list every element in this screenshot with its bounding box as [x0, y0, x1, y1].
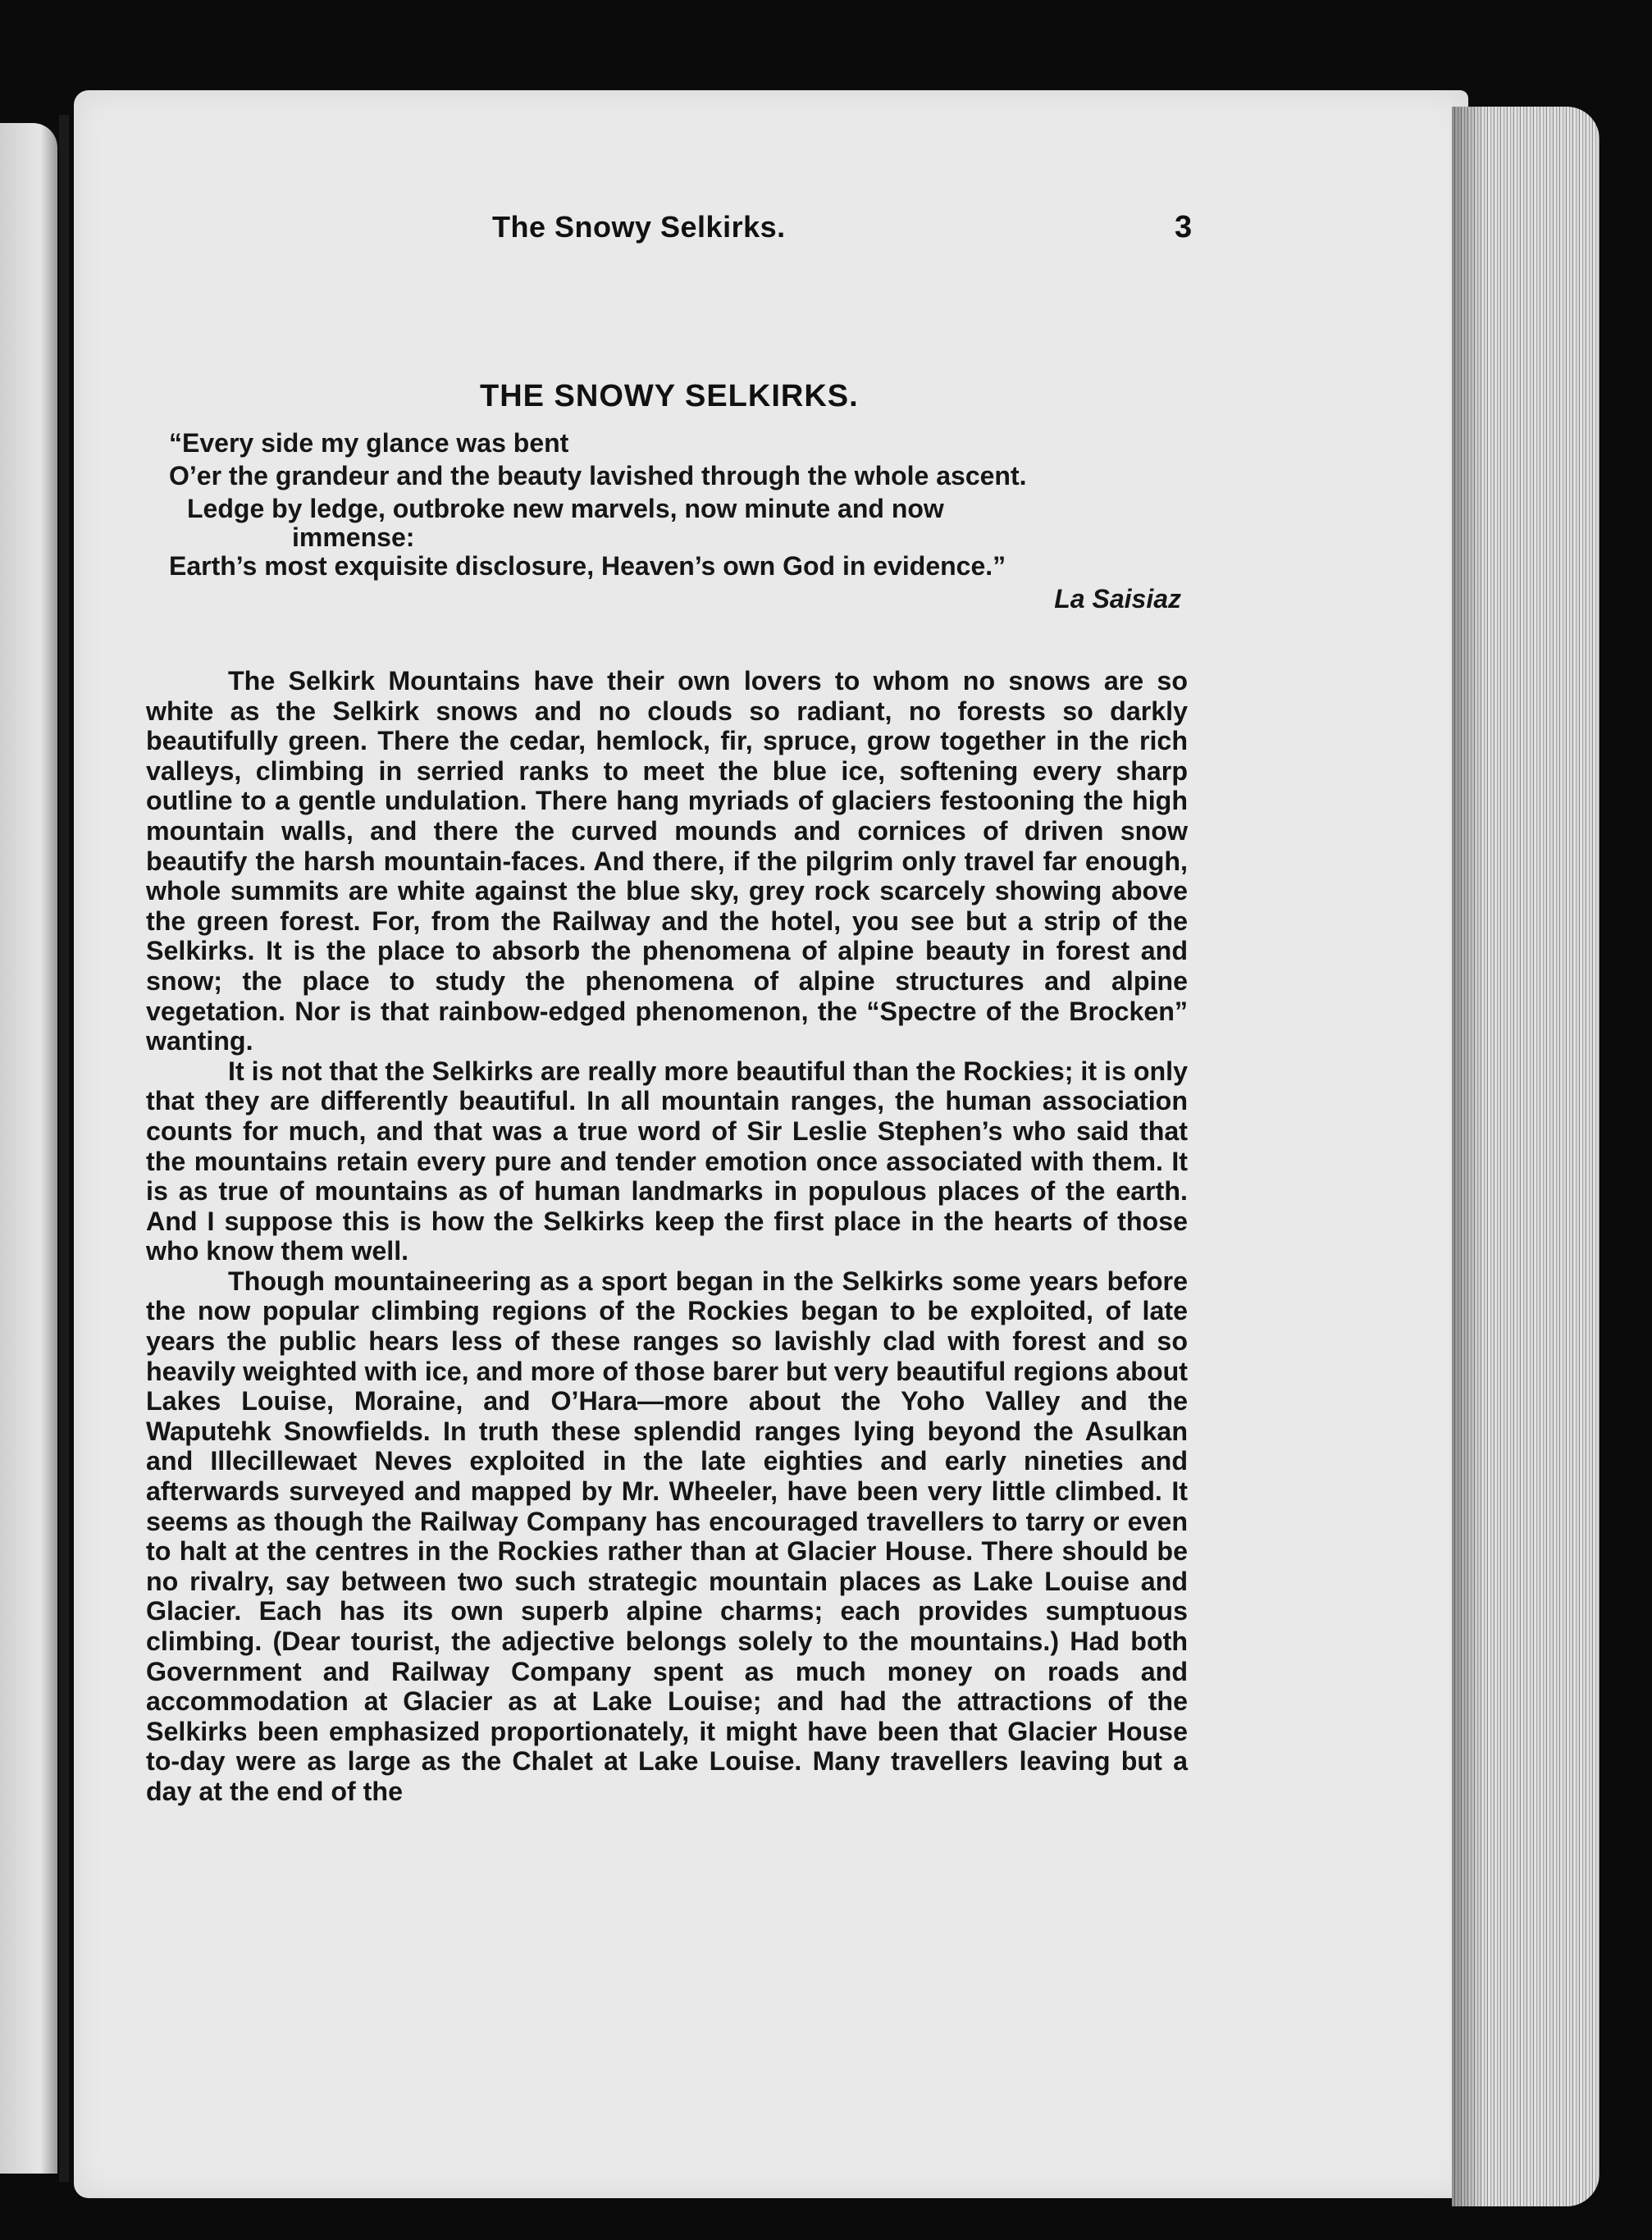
facing-page-edge — [0, 123, 57, 2174]
page-gutter-shadow — [1452, 107, 1485, 2206]
book-binding — [59, 115, 69, 2182]
paragraph: It is not that the Selkirks are really more beautiful than the Rockies; it is only that they are differently beautiful. In all mountain ranges, the human association counts for much, and that was a true word of Sir Leslie Stephen’s who said that the mountains retain every pure and tender emotion once associated with them. It is as true of mountains as of human landmarks in populous places of the earth. And I suppose this is how the Selkirks keep the first place in the hearts of those who know them well. — [146, 1056, 1188, 1266]
paragraph: The Selkirk Mountains have their own lovers to whom no snows are so white as the Selkirk snows and no clouds so radiant, no forests so darkly beautifully green. There the cedar, hemlock, fir, spruce, grow together in the rich valleys, climbing in serried ranks to meet the blue ice, softening every sharp outline to a gentle undulation. There hang myriads of glaciers festooning the high mountain walls, and there the curved mounds and cornices of driven snow beautify the harsh mountain-faces. And there, if the pilgrim only travel far enough, whole summits are white against the blue sky, grey rock scarcely showing above the green forest. For, from the Railway and the hotel, you see but a strip of the Selkirks. It is the place to absorb the phenomena of alpine beauty in forest and snow; the place to study the phenomena of alpine structures and alpine vegetation. Nor is that rainbow-edged phenomenon, the “Spectre of the Brocken” wanting. — [146, 666, 1188, 1056]
epigraph-line: “Every side my glance was bent — [169, 428, 569, 458]
body-text — [146, 666, 1188, 1807]
paragraph: Though mountaineering as a sport began in the Selkirks some years before the now popular climbing regions of the Rockies began to be exploited, of late years the public hears less of these ranges so lavishly clad with forest and so heavily weighted with ice, and more of those barer but very beautiful regions about Lakes Louise, Moraine, and O’Hara—more about the Yoho Valley and the Waputehk Snowfields. In truth these splendid ranges lying beyond the Asulkan and Illecillewaet Neves exploited in the late eighties and early nineties and afterwards surveyed and mapped by Mr. Wheeler, have been very little climbed. It seems as though the Railway Company has encouraged travellers to tarry or even to halt at the centres in the Rockies rather than at Glacier House. There should be no rivalry, say between two such strategic mountain places as Lake Louise and Glacier. Each has its own superb alpine charms; each provides sumptuous climbing. (Dear tourist, the adjective belongs solely to the mountains.) Had both Government and Railway Company spent as much money on roads and accommodation at Glacier as at Lake Louise; and had the attractions of the Selkirks been emphasized proportionately, it might have been that Glacier House to-day were as large as the Chalet at Lake Louise. Many travellers leaving but a day at the end of the — [146, 1266, 1188, 1806]
epigraph — [169, 427, 1186, 615]
page-number: 3 — [1175, 210, 1193, 244]
epigraph-line: Earth’s most exquisite disclosure, Heaven’s own God in evidence.” — [169, 551, 1006, 581]
epigraph-attribution: La Saisiaz — [1054, 584, 1181, 614]
epigraph-line: O’er the grandeur and the beauty lavished through the whole ascent. — [169, 461, 1027, 490]
epigraph-line: Ledge by ledge, outbroke new marvels, now minute and now — [187, 494, 944, 523]
chapter-title: THE SNOWY SELKIRKS. — [480, 379, 859, 413]
running-head-title: The Snowy Selkirks. — [492, 210, 786, 244]
epigraph-line: immense: — [292, 522, 415, 552]
